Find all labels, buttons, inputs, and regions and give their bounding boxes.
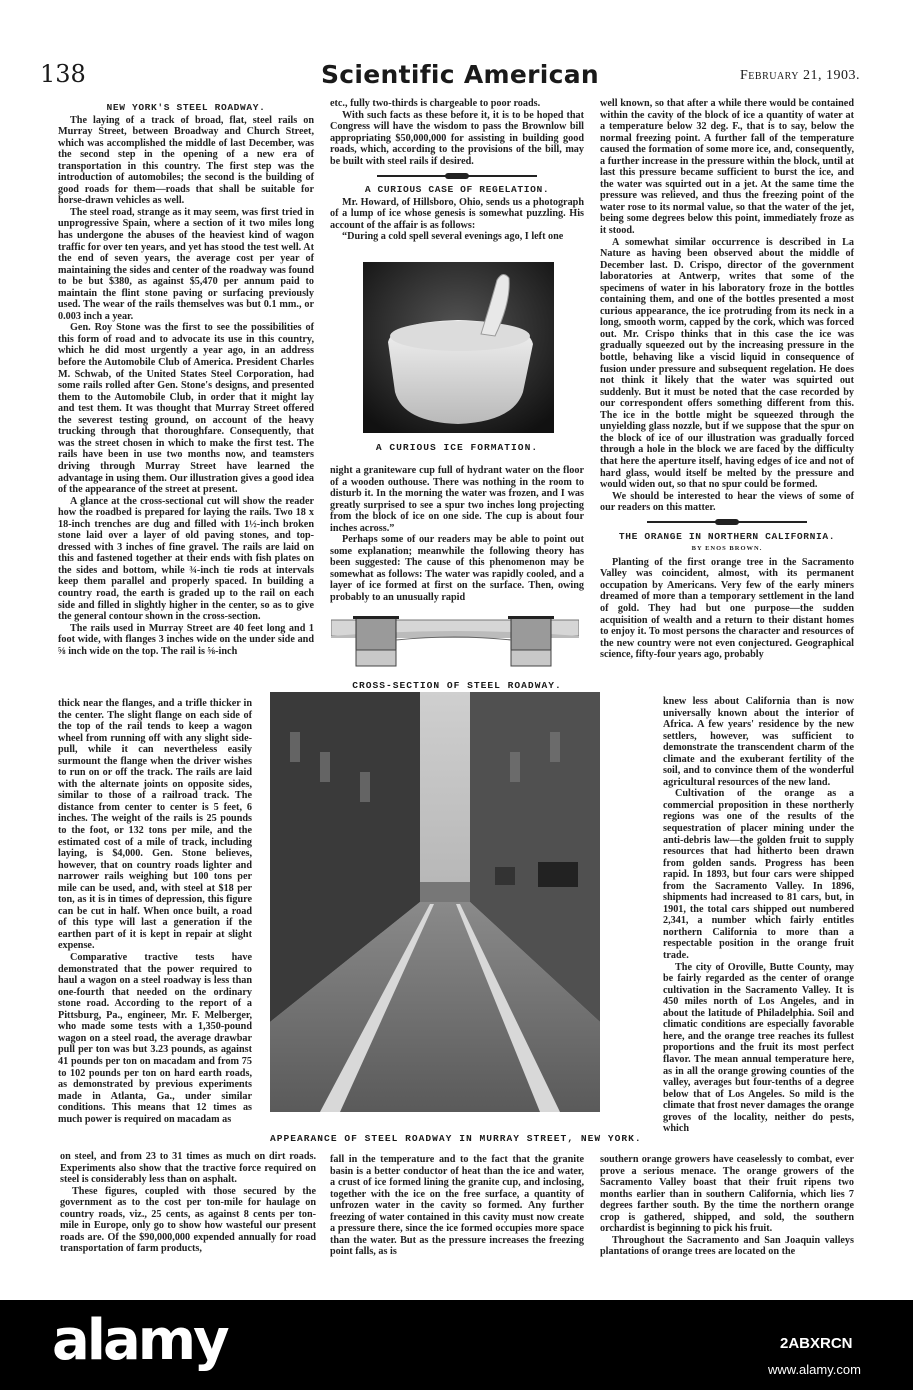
paragraph: Cultivation of the orange as a commercial proposition in these northerly regions was one of the results of the sequestration of placer mining under the anti-debris law—the golden fruit to supply resources that had hitherto been drawn from golden sands. Progress has been rapid. In 1893, but four cars were shipped from the Sacramento Valley. In 1896, shipments had increased to 81 cars, but, in 1901, the total cars shipped out numbered 2,341, a number which fairly entitles northern California to more than a respectable position in the orange fruit trade. [663, 788, 854, 962]
paragraph: night a graniteware cup full of hydrant water on the floor of a wooden outhouse. There was nothing in the room to disturb it. In the morning the water was frozen, and I was greatly surprised to see a spur two inches long projecting from the block of ice on one side. The cup is about four inches across.” [330, 465, 584, 534]
paragraph: The steel road, strange as it may seem, was first tried in unprogressive Spain, where a section of it two miles long has undergone the abuses of the heaviest kind of wagon traffic for over ten years, and yet has stood the test well. At the end of seven years, the average cost per year of maintaining the sides and center of the roadway was found to be but $380, as against $5,470 per annum paid to maintain the flint stone paving or surfacing previously used. The wear of the rails themselves was but 0.1 mm., or 0.003 inch a year. [58, 206, 314, 322]
cross-section-diagram [331, 616, 579, 670]
issue-date: February 21, 1903. [740, 68, 861, 83]
paragraph: Gen. Roy Stone was the first to see the possibilities of this form of road and to advocate its use in this country, which he did most urgently a year ago, in an address before the Automobile Club of America. President Charles M. Schwab, of the United States Steel Corporation, had some rails rolled after Gen. Stone's designs, and presented them to the Automobile Club, in order that it might lay and test them. It was thought that Murray Street offered the severest testing ground, on account of the heavy trucking through that thoroughfare. Consequently, that was the street chosen in which to make the first test. The rails have been in use two months now, and teamsters driving through Murray Street have learned the advantage in using them. Our illustration gives a good idea of the appearance of the street at present. [58, 322, 314, 496]
section-divider [600, 518, 854, 527]
paragraph: Comparative tractive tests have demonstrated that the power required to haul a wagon on a steel roadway is less than one-fourth that needed on the ordinary stone road. According to the report of a Pittsburg, Pa., engineer, Mr. F. Melberger, who made some tests with a 1,350-pound wagon on a steel road, the average drawbar pull per ton was but 3.23 pounds, as against 41 pounds per ton on macadam and from 75 to 102 pounds per ton on hard earth roads, as demonstrated by previous experiments made in Atlanta, Ga., under similar conditions. This means that 12 times as much power is required on macadam as [58, 952, 252, 1125]
paragraph: etc., fully two-thirds is chargeable to poor roads. [330, 98, 541, 109]
image-id: 2ABXRCN [780, 1335, 853, 1352]
byline: BY ENOS BROWN. [691, 545, 763, 553]
street-photo-caption: APPEARANCE OF STEEL ROADWAY IN MURRAY STREET, NEW YORK. [270, 1133, 642, 1144]
paragraph: southern orange growers have ceaselessly to combat, ever prove a serious menace. The orange growers of the Sacramento Valley boast that their fruit ripens two months earlier than in southern California, which lies 7 degrees farther south. By the time the northern orange crop is gathered, shipped, and sold, the southern orchardist is beginning to pick his fruit. [600, 1154, 854, 1235]
page-number: 138 [40, 60, 86, 88]
column-2-top [330, 98, 584, 243]
paragraph: knew less about California than is now universally known about the interior of Africa. A few years' residence by the new settlers, however, was sufficient to demonstrate the transcendent charm of the climate and the exuberant fertility of the soil, and to convince them of the wonderful agricultural resources of the new land. [663, 696, 854, 788]
masthead: Scientific American [320, 60, 600, 89]
column-1-narrow [58, 698, 252, 1125]
paragraph: Perhaps some of our readers may be able to point out some explanation; meanwhile the following theory has been suggested: The cause of this phenomenon may be somewhat as follows: The water was rapidly cooled, and a layer of ice formed at first on the surface. Then, owing probably to an unusually rapid [330, 534, 584, 604]
column-1-top [58, 98, 314, 657]
column-1-bottom [60, 1151, 316, 1255]
paragraph: The laying of a track of broad, flat, steel rails on Murray Street, between Broadway and Church Street, which was accomplished the middle of last December, was the second step in the opening of a new era of transportation in this country. The first step was the introduction of automobiles; the second is the building of good roads for them—roads that shall be suitable for horse-drawn vehicles as well. [58, 114, 314, 207]
cross-section-caption: CROSS-SECTION OF STEEL ROADWAY. [352, 680, 562, 691]
paragraph: A somewhat similar occurrence is described in La Nature as having been observed about the middle of December last. D. Crispo, director of the government laboratories at Antwerp, writes that some of the specimens of water in his laboratory froze in the bottles containing them, and one of the bottles presented a most curious appearance, the ice protruding from its neck in a long, smooth worm, capped by the cork, which was forced out. Mr. Crispo thinks that in this case the ice was gradually squeezed out by the increasing pressure in the bottle, behaving like a viscid liquid in consequence of fusion under pressure and subsequent regelation. He does not think it likely that the water was squirted out suddenly. But it must be noted that the case recorded by our correspondent offers something different from this. The ice in the bottle might be squeezed through the unyielding glass nozzle, but if we suppose that the spur on the block of ice of our illustration was gradually forced through a hole in the block we are faced by the difficulty that here the aperture itself, having edges of ice and not of hard glass, would itself be melted by the pressure and would widen out, so that no spur could be formed. [600, 236, 854, 491]
paragraph: With such facts as these before it, it is to be hoped that Congress will have the wisdom to pass the Brownlow bill appropriating $50,000,000 for assisting in building good roads, which, according to the provisions of the bill, may be built with steel rails if desired. [330, 109, 584, 167]
column-3-top [600, 98, 854, 661]
alamy-logo: alamy [52, 1308, 227, 1373]
paragraph: Throughout the Sacramento and San Joaquin valleys plantations of orange trees are located on the [600, 1234, 854, 1258]
watermark-url: www.alamy.com [768, 1362, 861, 1377]
ice-photo-caption: A CURIOUS ICE FORMATION. [375, 442, 539, 453]
paragraph: The rails used in Murray Street are 40 feet long and 1 foot wide, with flanges 3 inches wide on the under side and ⅝ inch wide on the top. The rail is ⅝-inch [58, 622, 314, 657]
paragraph: We should be interested to hear the views of some of our readers on this matter. [600, 490, 854, 514]
paragraph: Mr. Howard, of Hillsboro, Ohio, sends us a photograph of a lump of ice whose genesis is somewhat puzzling. His account of the affair is as follows: [330, 196, 584, 231]
column-2-bottom [330, 1154, 584, 1258]
ice-formation-photo [363, 262, 554, 433]
paragraph: on steel, and from 23 to 31 times as much on dirt roads. Experiments also show that the tractive force required on steel is considerably less than on asphalt. [60, 1151, 316, 1186]
paragraph: A glance at the cross-sectional cut will show the reader how the roadbed is prepared for laying the rails. Two 18 x 18-inch trenches are dug and filled with 1½-inch broken stone laid over a layer of old paving stones, and top-dressed with 3 inches of fine gravel. The rails are laid on this and fastened together at their ends with fish plates on the sides and bottom, while ¾-inch tie rods at intervals keep them parallel and properly spaced. In building a country road, the earth is graded up to the rail on each side and filled in slightly higher in the center, so as to give the general contour shown in the cross-section. [58, 495, 314, 623]
article-title: NEW YORK'S STEEL ROADWAY. [106, 102, 266, 113]
article-title: THE ORANGE IN NORTHERN CALIFORNIA. [618, 530, 836, 542]
paragraph: well known, so that after a while there would be contained within the cavity of the block of ice a quantity of water at a temperature below 32 deg. F., that is to say, below the normal freezing point. A further fall of the temperature caused the formation of some more ice, and, consequently, a further increase in the pressure within the block, until at last this pressure became sufficient to burst the ice, and the water was squirted out in a jet. At the same time the pressure was relieved, and thus the freezing point of the water rose to its normal value, so that the water of the jet, being some degrees below this point, immediately froze as it stood. [600, 98, 854, 237]
column-2-middle [330, 465, 584, 604]
paragraph: Planting of the first orange tree in the Sacramento Valley was coincident, almost, with its permanent occupation by Americans. Very few of the early miners dreamed of more than a temporary settlement in the land of gold. They had but one purpose—the sudden acquisition of wealth and a return to their distant homes to enjoy it. To most persons the character and resources of the new country were not even conjectured. Geographical science, fifty-four years ago, probably [600, 556, 854, 661]
paragraph: thick near the flanges, and a trifle thicker in the center. The slight flange on each side of the top of the rail tends to keep a wagon wheel from running off with any slight side-pull, while it can nevertheless easily surmount the flange when the driver wishes to run on or off the track. The rails are laid with the alternate joints on opposite sides, similar to those of a railroad track. The distance from center to center is 5 feet, 6 inches. The weight of the rails is 25 pounds to the foot, or 132 tons per mile, and the estimated cost of a mile of track, including laying, is $4,000. Gen. Stone believes, however, that on country roads lighter and narrower rails weighing but 100 tons per mile can be used, and, with steel at $18 per ton, as it is in times of depression, this figure can be cut in half. When once built, a road of this type will last a generation if the earthen part of it is kept in repair at slight expense. [58, 698, 252, 952]
paragraph: fall in the temperature and to the fact that the granite basin is a better conductor of heat than the ice and water, a crust of ice formed lining the granite cup, and inclosing, together with the ice on the free surface, a quantity of unfrozen water in the cavity so formed. Any further freezing of water contained in this cavity must now create a pressure there, since the ice formed occupies more space than the water. But as the pressure increases the freezing point falls, as is [330, 1154, 584, 1258]
column-3-bottom [600, 1154, 854, 1258]
article-title: A CURIOUS CASE OF REGELATION. [364, 184, 550, 196]
paragraph: The city of Oroville, Butte County, may be fairly regarded as the center of orange cultivation in the Sacramento Valley. It is 450 miles north of Los Angeles, and in about the latitude of Philadelphia. Soil and climatic conditions are especially favorable here, and the orange tree reaches its fullest proportions and the fruit its most perfect flavor. The mean annual temperature here, as in all the orange growing counties of the valley, averages but four-tenths of a degree below that of Los Angeles. So mild is the climate that frost never damages the orange groves of the locality, neither do pests, which [663, 961, 854, 1135]
section-divider [330, 171, 584, 180]
murray-street-photo [270, 692, 600, 1112]
paragraph: “During a cold spell several evenings ago, I left one [342, 231, 564, 243]
column-3-narrow [663, 696, 854, 1135]
paragraph: These figures, coupled with those secured by the government as to the cost per ton-mile for haulage on country roads, viz., 25 cents, as against 8 cents per ton-mile in Europe, only go to show how wasteful our present roads are. Of the $90,000,000 expended annually for road transportation of farm products, [60, 1185, 316, 1255]
